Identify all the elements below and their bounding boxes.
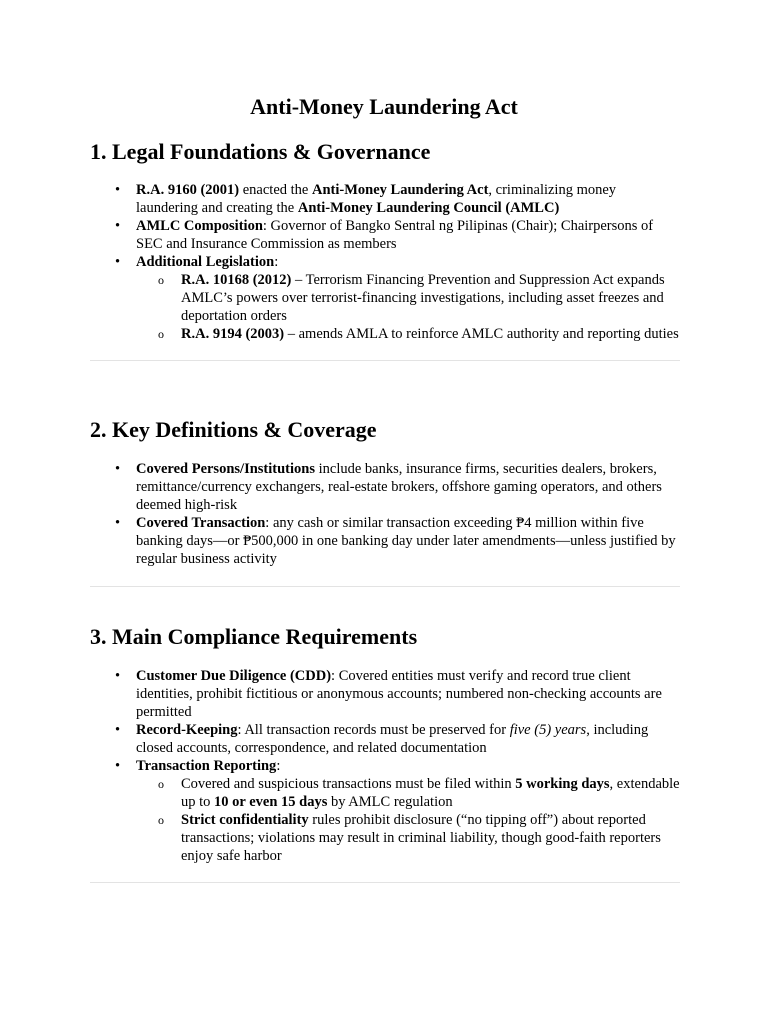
sub-list-item — [136, 811, 680, 865]
text-span: rules prohibit disclosure (“no tipping off”) about reported transactions; violations may result in criminal liability, though good-faith reporters enjoy safe harbor — [181, 812, 661, 864]
italic-text: five (5) years — [509, 722, 587, 738]
text-span: , including closed accounts, correspondence, and related documentation — [136, 722, 649, 756]
section-divider — [90, 882, 680, 883]
list-item — [90, 667, 680, 721]
sub-list — [136, 775, 680, 865]
text-span: : — [274, 254, 279, 270]
text-span: : Covered entities must verify and record true client identities, prohibit fictitious or anonymous accounts; numbered non-checking accounts are permitted — [136, 668, 662, 720]
bold-term: Record-Keeping — [136, 722, 238, 738]
sub-list-item — [136, 775, 680, 811]
text-span: : any cash or similar transaction exceeding ₱4 million within five banking days—or ₱500,000 in one banking day under later amendments—unless justified by regular business activity — [136, 515, 676, 567]
document-title: Anti-Money Laundering Act — [250, 94, 518, 119]
bold-term: 10 or even 15 days — [214, 794, 328, 810]
list-item — [90, 757, 680, 865]
text-span: : — [276, 758, 281, 774]
text-span: include banks, insurance firms, securities dealers, brokers, remittance/currency exchangers, real-estate brokers, offshore gaming operators, and others deemed high-risk — [136, 461, 662, 513]
bold-term: Additional Legislation — [136, 254, 275, 270]
section-legal-foundations — [90, 139, 680, 361]
bullet-list — [90, 667, 680, 865]
bold-term: AMLC Composition — [136, 218, 263, 234]
list-item — [90, 514, 680, 568]
bold-term: R.A. 9194 (2003) — [181, 326, 285, 342]
bold-term: Strict confidentiality — [181, 812, 309, 828]
bold-term: Covered Transaction — [136, 515, 266, 531]
bullet-list — [90, 181, 680, 343]
bold-term: R.A. 9160 (2001) — [136, 182, 240, 198]
text-span: – amends AMLA to reinforce AMLC authority and reporting duties — [284, 326, 679, 342]
bullet-list — [90, 460, 680, 568]
text-span: Covered and suspicious transactions must be filed within — [181, 776, 516, 792]
list-item — [90, 460, 680, 514]
bold-term: Anti-Money Laundering Council (AMLC) — [297, 200, 560, 216]
sub-list — [136, 271, 680, 343]
bold-term: R.A. 10168 (2012) — [181, 272, 292, 288]
text-span: : Governor of Bangko Sentral ng Pilipinas (Chair); Chairpersons of SEC and Insurance Commission as members — [136, 218, 654, 252]
section-key-definitions — [90, 417, 680, 587]
text-span: by AMLC regulation — [327, 794, 453, 810]
bold-term: Covered Persons/Institutions — [136, 461, 315, 477]
text-span: , extendable up to — [181, 776, 680, 810]
section-compliance-requirements — [90, 624, 680, 883]
section-divider — [90, 360, 680, 361]
list-item — [90, 181, 680, 217]
text-span: enacted the — [239, 182, 312, 198]
text-span: – Terrorism Financing Prevention and Suppression Act expands AMLC’s powers over terrorist-financing investigations, including asset freezes and deportation orders — [181, 272, 665, 324]
section-heading: 2. Key Definitions & Coverage — [90, 417, 377, 442]
list-item — [90, 721, 680, 757]
section-divider — [90, 586, 680, 587]
section-heading: 1. Legal Foundations & Governance — [90, 139, 431, 164]
sub-list-item — [136, 271, 680, 325]
bold-term: 5 working days — [515, 776, 610, 792]
text-span: , criminalizing money laundering and creating the — [136, 182, 617, 216]
text-span: : All transaction records must be preserved for — [237, 722, 510, 738]
bold-term: Customer Due Diligence (CDD) — [136, 668, 332, 684]
section-heading: 3. Main Compliance Requirements — [90, 624, 418, 649]
list-item — [90, 253, 680, 343]
bold-term: Anti-Money Laundering Act — [311, 182, 489, 198]
sub-list-item — [136, 325, 680, 343]
bold-term: Transaction Reporting — [136, 758, 277, 774]
list-item — [90, 217, 680, 253]
